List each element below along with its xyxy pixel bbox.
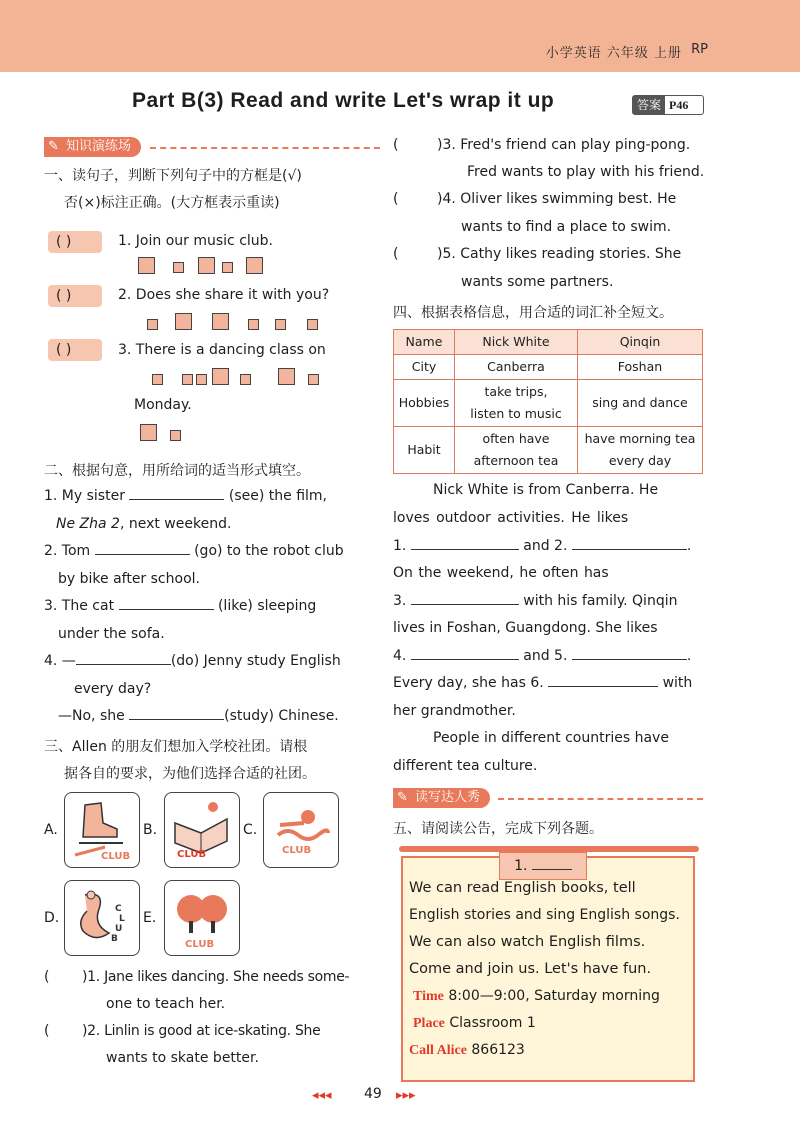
q3-sentence-1b: one to teach her. [106, 996, 226, 1012]
next-arrows-icon: ▸▸▸ [396, 1088, 416, 1103]
q1-heading: 一、读句子，判断下列句子中的方框是(√) [44, 168, 302, 184]
info-table [393, 329, 703, 474]
stress-box-small [308, 374, 319, 385]
answer-blank[interactable]: ( [393, 246, 399, 262]
notice-line: Come and join us. Let's have fun. [409, 961, 652, 977]
fill-blank[interactable] [411, 659, 519, 660]
stress-box-big [138, 257, 155, 274]
option-letter: A. [44, 822, 58, 838]
q2-line-4b: every day? [74, 681, 152, 697]
option-letter: D. [44, 910, 60, 926]
stress-box-small [275, 319, 286, 330]
q3-sentence-3b: Fred wants to play with his friend. [467, 164, 705, 180]
pen-icon: ✎ [48, 139, 59, 154]
paddle-icon [165, 881, 239, 955]
answer-blank[interactable]: ( ) [48, 285, 102, 307]
passage-line: 4. and 5. . [393, 648, 692, 664]
stress-box-big [278, 368, 295, 385]
table-cell: City [394, 355, 455, 380]
stress-box-small [196, 374, 207, 385]
svg-text:CLUB: CLUB [177, 849, 207, 860]
passage-line: loves outdoor activities. He likes [393, 510, 629, 526]
q1-item-1: 1. Join our music club. [118, 233, 273, 249]
notice-title-blank[interactable]: 1. [499, 852, 587, 880]
svg-text:CLUB: CLUB [282, 845, 312, 856]
q1-item-2: 2. Does she share it with you? [118, 287, 330, 303]
notice-line: We can also watch English films. [409, 934, 646, 950]
q4-heading: 四、根据表格信息，用合适的词汇补全短文。 [393, 305, 673, 321]
table-cell: Hobbies [394, 380, 455, 427]
table-cell: take trips, listen to music [455, 380, 578, 427]
q2-line-3: 3. The cat (like) sleeping [44, 598, 317, 614]
q1-heading-2: 否(×)标注正确。(大方框表示重读) [64, 195, 280, 211]
page-number: 49 [364, 1086, 382, 1102]
fill-blank[interactable] [572, 659, 687, 660]
prev-arrows-icon: ◂◂◂ [312, 1088, 332, 1103]
fill-blank[interactable] [76, 664, 171, 665]
q3-heading-2: 据各自的要求，为他们选择合适的社团。 [64, 766, 316, 782]
stress-box-big [175, 313, 192, 330]
dancing-club-picture[interactable] [64, 880, 140, 956]
skate-icon [65, 793, 139, 867]
table-cell: sing and dance [578, 380, 703, 427]
fill-blank[interactable] [572, 549, 687, 550]
svg-text:CLUB: CLUB [101, 851, 131, 862]
svg-text:L: L [119, 914, 125, 924]
table-cell: have morning tea every day [578, 427, 703, 474]
q3-sentence-2b: wants to skate better. [106, 1050, 259, 1066]
header-band [0, 0, 800, 72]
answer-blank[interactable]: ( ) [48, 231, 102, 253]
fill-blank[interactable] [95, 554, 190, 555]
table-cell: Canberra [455, 355, 578, 380]
table-header: Name [394, 330, 455, 355]
answer-blank[interactable]: ( [44, 969, 50, 985]
divider [498, 798, 703, 800]
header-edition: RP [691, 42, 708, 57]
q3-heading: 三、Allen 的朋友们想加入学校社团。请根 [44, 739, 308, 755]
q3-sentence-5b: wants some partners. [461, 274, 614, 290]
stress-box-big [212, 368, 229, 385]
stress-box-small [248, 319, 259, 330]
stress-box-small [222, 262, 233, 273]
reading-club-picture[interactable] [164, 792, 240, 868]
table-header: Qinqin [578, 330, 703, 355]
ice-skating-club-picture[interactable] [64, 792, 140, 868]
fill-blank[interactable] [548, 686, 658, 687]
stress-box-small [173, 262, 184, 273]
passage-line: Every day, she has 6. with [393, 675, 693, 691]
stress-box-small [152, 374, 163, 385]
q3-sentence-4b: wants to find a place to swim. [461, 219, 672, 235]
q2-line-2b: by bike after school. [58, 571, 200, 587]
stress-box-small [170, 430, 181, 441]
stress-box-big [212, 313, 229, 330]
stress-box-small [182, 374, 193, 385]
header-book: 小学英语 六年级 上册 [545, 46, 682, 61]
stress-box-small [147, 319, 158, 330]
ping-pong-club-picture[interactable] [164, 880, 240, 956]
option-letter: B. [143, 822, 158, 838]
passage-line: On the weekend, he often has [393, 565, 609, 581]
swimmer-icon [264, 793, 338, 867]
table-cell: Foshan [578, 355, 703, 380]
q5-heading: 五、请阅读公告，完成下列各题。 [393, 821, 603, 837]
q2-line-2: 2. Tom (go) to the robot club [44, 543, 344, 559]
passage-line: her grandmother. [393, 703, 516, 719]
answer-blank[interactable]: ( [393, 191, 399, 207]
answer-label: 答案 [633, 96, 665, 114]
answer-blank[interactable]: ( [44, 1023, 50, 1039]
divider [150, 147, 380, 149]
book-icon [165, 793, 239, 867]
stress-box-small [240, 374, 251, 385]
q3-sentence-1: )1. Jane likes dancing. She needs some- [82, 969, 350, 985]
answer-badge[interactable] [632, 95, 704, 115]
passage-line: Nick White is from Canberra. He [433, 482, 659, 498]
stress-box-big [198, 257, 215, 274]
q3-sentence-3: )3. Fred's friend can play ping-pong. [437, 137, 691, 153]
fill-blank[interactable] [411, 549, 519, 550]
svg-text:B: B [111, 934, 118, 944]
q2-heading: 二、根据句意，用所给词的适当形式填空。 [44, 463, 310, 479]
table-cell: Habit [394, 427, 455, 474]
stress-box-big [246, 257, 263, 274]
notice-place: Place Classroom 1 [413, 1015, 536, 1031]
section-tag-reading: ✎ 读写达人秀 [393, 788, 490, 808]
option-letter: C. [243, 822, 258, 838]
q3-sentence-4: )4. Oliver likes swimming best. He [437, 191, 677, 207]
stress-box-big [140, 424, 157, 441]
passage-line: 1. and 2. . [393, 538, 692, 554]
section-tag-practice: ✎ 知识演练场 [44, 137, 141, 157]
swimming-club-picture[interactable] [263, 792, 339, 868]
answer-blank[interactable]: ( ) [48, 339, 102, 361]
notice-time: Time 8:00—9:00, Saturday morning [413, 988, 660, 1004]
passage-line: different tea culture. [393, 758, 538, 774]
svg-text:CLUB: CLUB [185, 939, 215, 950]
fill-blank[interactable] [411, 604, 519, 605]
passage-line: People in different countries have [433, 730, 669, 746]
q1-item-3: 3. There is a dancing class on [118, 342, 326, 358]
notice-call: Call Alice 866123 [409, 1042, 525, 1058]
svg-text:C: C [115, 904, 122, 914]
notice-board [401, 856, 695, 1082]
fill-blank[interactable] [129, 499, 224, 500]
q3-sentence-5: )5. Cathy likes reading stories. She [437, 246, 682, 262]
table-header: Nick White [455, 330, 578, 355]
svg-text:U: U [115, 924, 123, 934]
fill-blank[interactable] [129, 719, 224, 720]
pen-icon: ✎ [397, 790, 408, 805]
dancer-icon [65, 881, 139, 955]
q1-item-3-cont: Monday. [134, 397, 192, 413]
q3-sentence-2: )2. Linlin is good at ice-skating. She [82, 1023, 321, 1039]
answer-page: P46 [669, 98, 689, 112]
passage-line: lives in Foshan, Guangdong. She likes [393, 620, 658, 636]
stress-box-small [307, 319, 318, 330]
fill-blank[interactable] [119, 609, 214, 610]
q2-line-3b: under the sofa. [58, 626, 165, 642]
table-cell: often have afternoon tea [455, 427, 578, 474]
answer-blank[interactable]: ( [393, 137, 399, 153]
q2-line-4: 4. — (do) Jenny study English [44, 653, 341, 669]
passage-line: 3. with his family. Qinqin [393, 593, 678, 609]
q2-line-5: —No, she (study) Chinese. [58, 708, 339, 724]
q2-line-1: 1. My sister (see) the film, [44, 488, 327, 504]
option-letter: E. [143, 910, 157, 926]
notice-line: English stories and sing English songs. [409, 907, 680, 923]
q2-line-1b: Ne Zha 2, next weekend. [56, 516, 232, 532]
notice-line: We can read English books, tell [409, 880, 636, 896]
page-title: Part B(3) Read and write Let's wrap it up [132, 89, 555, 112]
